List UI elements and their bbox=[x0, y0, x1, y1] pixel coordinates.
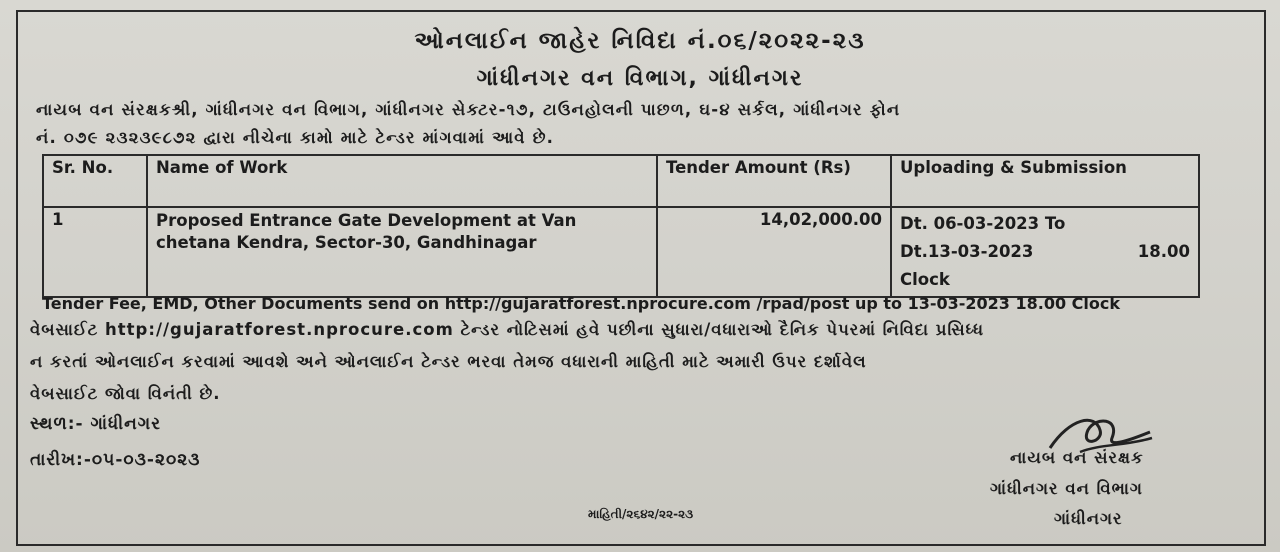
upload-to-line bbox=[900, 238, 1190, 266]
date-label: તારીખ:-૦૫-૦૩-૨૦૨૩ bbox=[30, 450, 201, 470]
signatory-title: નાયબ વન સંરક્ષક bbox=[1010, 448, 1144, 467]
table-row bbox=[43, 207, 1199, 297]
website-note-line-1: વેબસાઈટ http://gujaratforest.nprocure.com ટેન્ડર નોટિસમાં હવે પછીના સુધારા/વધારાઓ દૈનિક પેપરમાં નિવિદા પ્રસિધ્ધ bbox=[30, 320, 985, 339]
tender-table bbox=[42, 154, 1200, 298]
cell-upload bbox=[891, 207, 1199, 297]
col-header-amount: Tender Amount (Rs) bbox=[657, 155, 891, 207]
reference-number: માહિતી/૨૬૪૨/૨૨-૨૩ bbox=[588, 507, 694, 521]
intro-line-1: નાયબ વન સંરક્ષકશ્રી, ગાંધીનગર વન વિભાગ, ગાંધીનગર સેક્ટર-૧૭, ટાઉનહોલની પાછળ, ઘ-૪ સર્કલ, ગાંધીનગર ફોન bbox=[36, 100, 901, 119]
table-header-row bbox=[43, 155, 1199, 207]
place-label: સ્થળ:- ગાંધીનગર bbox=[30, 414, 161, 434]
cell-sr: 1 bbox=[43, 207, 147, 297]
website-note-line-3: વેબસાઈટ જોવા વિનંતી છે. bbox=[30, 384, 221, 403]
upload-from: Dt. 06-03-2023 To bbox=[900, 214, 1066, 233]
intro-line-2: નં. ૦૭૯ ૨૩૨૩૯૮૭૨ દ્વારા નીચેના કામો માટે ટેન્ડર માંગવામાં આવે છે. bbox=[36, 128, 555, 147]
office-name: ગાંધીનગર વન વિભાગ, ગાંધીનગર bbox=[476, 66, 804, 91]
upload-to: Dt.13-03-2023 bbox=[900, 242, 1034, 261]
signatory-division: ગાંધીનગર વન વિભાગ bbox=[990, 479, 1143, 498]
cell-work: Proposed Entrance Gate Development at Van chetana Kendra, Sector-30, Gandhinagar bbox=[147, 207, 657, 297]
signatory-city: ગાંધીનગર bbox=[1054, 509, 1123, 528]
col-header-sr: Sr. No. bbox=[43, 155, 147, 207]
notice-title: ઓનલાઈન જાહેર નિવિદા નં.૦૬/૨૦૨૨-૨૩ bbox=[414, 28, 866, 54]
cell-amount: 14,02,000.00 bbox=[657, 207, 891, 297]
col-header-upload: Uploading & Submission bbox=[891, 155, 1199, 207]
col-header-work: Name of Work bbox=[147, 155, 657, 207]
tender-fee-note: Tender Fee, EMD, Other Documents send on http://gujaratforest.nprocure.com /rpad/post up to 13-03-2023 18.00 Clock bbox=[42, 294, 1121, 313]
website-note-line-2: ન કરતાં ઓનલાઈન કરવામાં આવશે અને ઓનલાઈન ટેન્ડર ભરવા તેમજ વધારાની માહિતી માટે અમારી ઉપર દર્શાવેલ bbox=[30, 352, 867, 371]
upload-time: 18.00 bbox=[1137, 242, 1190, 261]
upload-clock: Clock bbox=[900, 270, 950, 289]
